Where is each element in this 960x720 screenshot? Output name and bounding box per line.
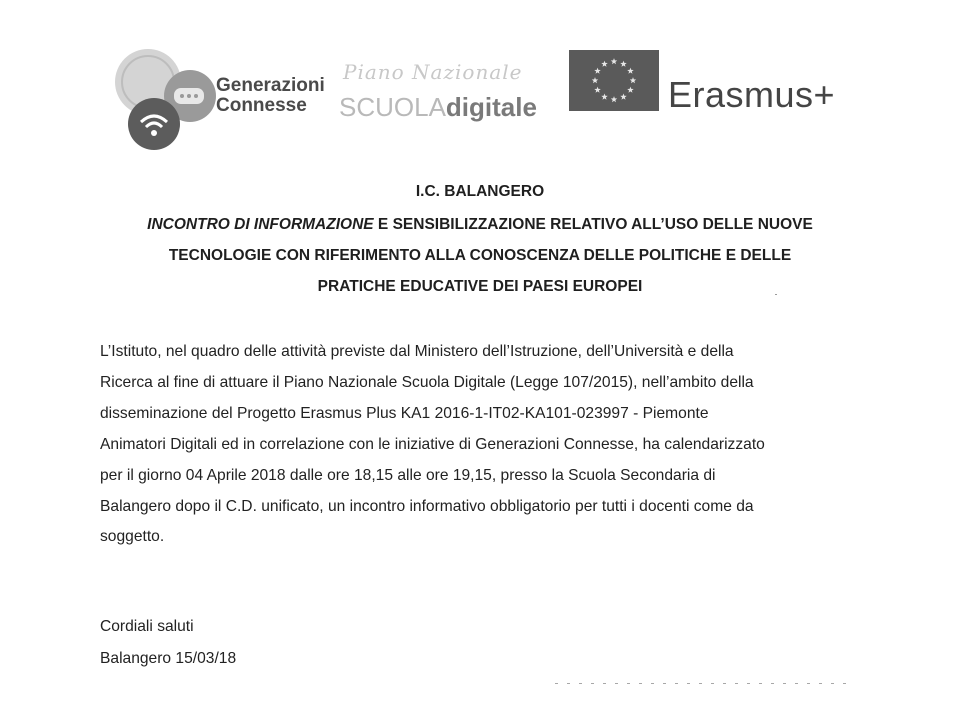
eu-star-icon <box>592 77 598 83</box>
eu-star-icon <box>620 61 626 67</box>
eu-star-icon <box>627 87 633 93</box>
eu-star-icon <box>627 68 633 74</box>
scan-artifact <box>555 683 855 684</box>
eu-star-icon <box>630 77 636 83</box>
eu-star-icon <box>611 96 617 102</box>
title-line-4: PRATICHE EDUCATIVE DEI PAESI EUROPEI <box>317 278 643 295</box>
eu-star-icon <box>601 61 607 67</box>
scan-artifact <box>775 294 777 295</box>
body-line: L’Istituto, nel quadro delle attività previste dal Ministero dell’Istruzione, dell’Università e della <box>100 343 734 360</box>
eu-flag-icon <box>569 50 659 111</box>
pnsd-scuola-text: SCUOLA <box>339 92 446 122</box>
title-rest-part: E SENSIBILIZZAZIONE RELATIVO ALL’USO DELLE NUOVE <box>373 216 813 233</box>
generazioni-connesse-wordmark: Generazioni Connesse <box>216 75 325 116</box>
greeting: Cordiali saluti <box>100 618 194 635</box>
pnsd-logo-bottom <box>339 92 537 123</box>
pnsd-digitale-text: digitale <box>445 92 537 122</box>
eu-star-icon <box>620 94 626 100</box>
title-line-3: TECNOLOGIE CON RIFERIMENTO ALLA CONOSCENZA DELLE POLITICHE E DELLE <box>168 247 792 264</box>
erasmus-plus-wordmark: Erasmus+ <box>668 74 836 115</box>
body-line: Ricerca al fine di attuare il Piano Nazionale Scuola Digitale (Legge 107/2015), nell’ambito della <box>100 374 754 391</box>
school-name-heading: I.C. BALANGERO <box>415 183 545 200</box>
body-line: soggetto. <box>100 528 165 545</box>
body-line: Balangero dopo il C.D. unificato, un incontro informativo obbligatorio per tutti i docenti come da <box>100 498 754 515</box>
pnsd-logo-top: Piano Nazionale <box>343 60 523 84</box>
body-line: per il giorno 04 Aprile 2018 dalle ore 18,15 alle ore 19,15, presso la Scuola Secondaria di <box>100 467 716 484</box>
body-line: Animatori Digitali ed in correlazione con le iniziative di Generazioni Connesse, ha calendarizzato <box>100 436 765 453</box>
title-italic-part: INCONTRO DI INFORMAZIONE <box>147 216 374 233</box>
place-date: Balangero 15/03/18 <box>100 650 237 667</box>
eu-star-icon <box>594 68 600 74</box>
body-line: disseminazione del Progetto Erasmus Plus KA1 2016-1-IT02-KA101-023997 - Piemonte <box>100 405 709 422</box>
eu-star-icon <box>594 87 600 93</box>
title-line-2 <box>90 216 870 234</box>
eu-star-icon <box>601 94 607 100</box>
eu-star-icon <box>611 58 617 64</box>
